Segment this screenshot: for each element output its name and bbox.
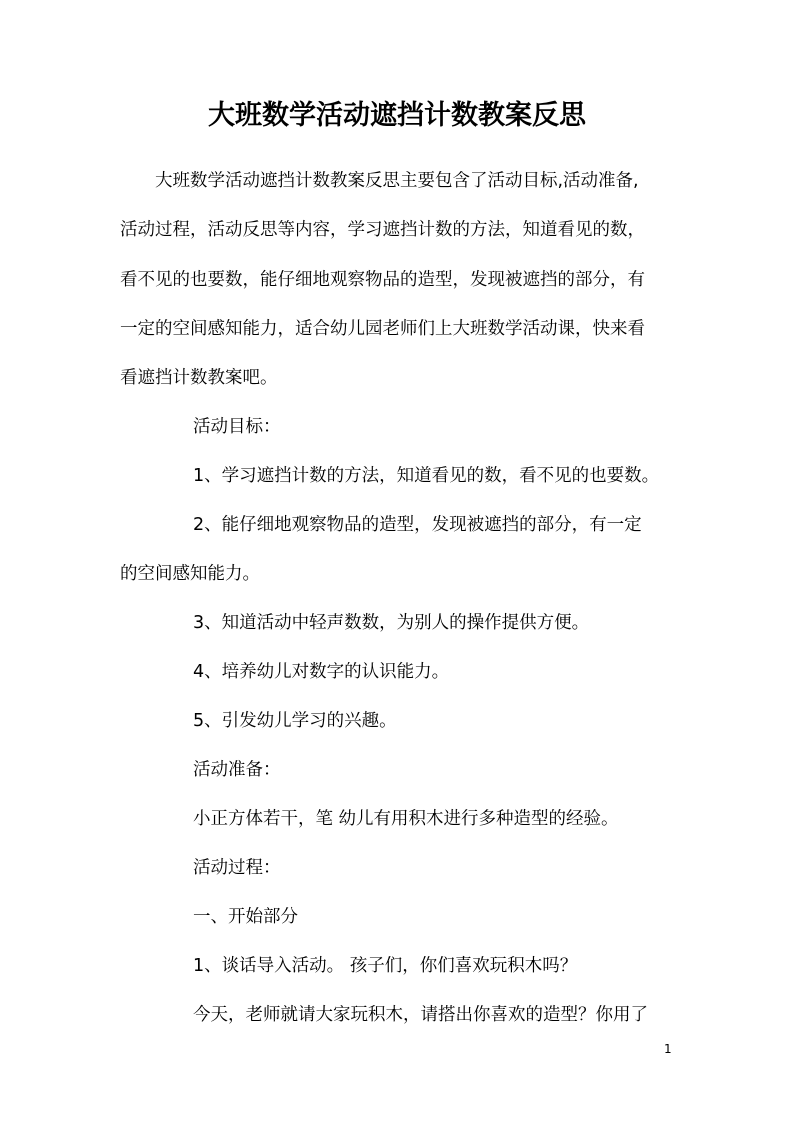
paragraph-line: 看遮挡计数教案吧。 bbox=[120, 368, 278, 388]
paragraph-line: 大班数学活动遮挡计数教案反思主要包含了活动目标,活动准备, bbox=[155, 171, 639, 191]
document-title: 大班数学活动遮挡计数教案反思 bbox=[208, 100, 586, 131]
list-item: 2、能仔细地观察物品的造型，发现被遮挡的部分，有一定 bbox=[193, 515, 642, 535]
page-number: 1 bbox=[664, 1042, 672, 1056]
subsection-heading: 一、开始部分 bbox=[193, 907, 298, 927]
list-item-continuation: 的空间感知能力。 bbox=[120, 564, 260, 584]
list-item: 1、学习遮挡计数的方法，知道看见的数，看不见的也要数。 bbox=[193, 466, 660, 486]
list-item: 4、培养幼儿对数字的认识能力。 bbox=[193, 662, 450, 682]
list-item: 5、引发幼儿学习的兴趣。 bbox=[193, 711, 397, 731]
section-heading: 活动准备： bbox=[193, 760, 281, 780]
paragraph-line: 小正方体若干，笔 幼儿有用积木进行多种造型的经验。 bbox=[193, 809, 619, 829]
paragraph-line: 看不见的也要数，能仔细地观察物品的造型，发现被遮挡的部分，有 bbox=[120, 270, 645, 290]
list-item: 3、知道活动中轻声数数，为别人的操作提供方便。 bbox=[193, 613, 590, 633]
list-item: 1、谈话导入活动。 孩子们，你们喜欢玩积木吗？ bbox=[193, 956, 578, 976]
section-heading: 活动过程： bbox=[193, 858, 281, 878]
paragraph-line: 今天，老师就请大家玩积木，请搭出你喜欢的造型？你用了 bbox=[193, 1005, 648, 1025]
section-heading: 活动目标： bbox=[193, 417, 281, 437]
paragraph-line: 活动过程，活动反思等内容，学习遮挡计数的方法，知道看见的数， bbox=[120, 220, 645, 240]
paragraph-line: 一定的空间感知能力，适合幼儿园老师们上大班数学活动课，快来看 bbox=[120, 319, 645, 339]
